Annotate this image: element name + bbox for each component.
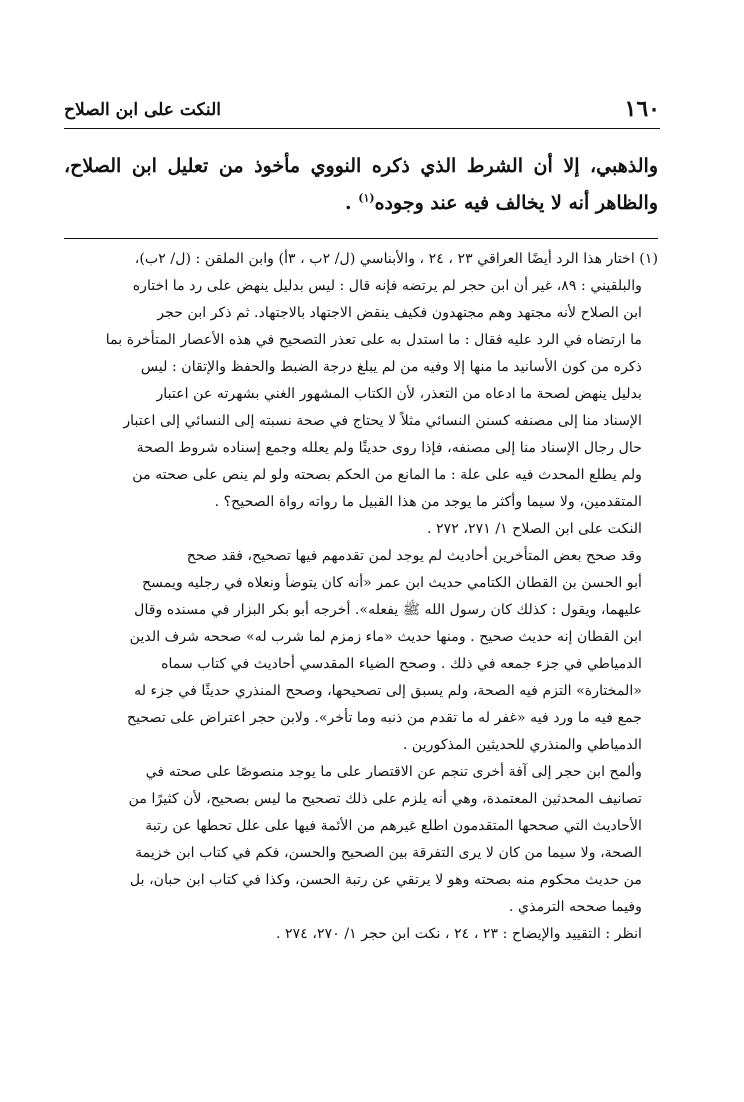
- footnote-line: حال رجال الإسناد منا إلى مصنفه، فإذا روى حديثًا ولم يعلله وجمع إسناده شروط الصحة: [136, 440, 642, 456]
- footnote-line: أبو الحسن بن القطان الكتامي حديث ابن عمر «أنه كان يتوضأ ونعلاه في رجليه ويمسح: [142, 575, 642, 591]
- footnote-line: والبلقيني : ٨٩، غير أن ابن حجر لم يرتضه فإنه قال : ليس بدليل ينهض على رد ما اختاره: [132, 278, 642, 294]
- footnote-line: الأحاديث التي صححها المتقدمون اطلع غيرهم من الأئمة فيها على علل تحطها عن رتبة: [145, 818, 642, 834]
- footnote-line: وفيما صححه الترمذي .: [509, 899, 642, 915]
- main-paragraph: [64, 148, 658, 222]
- footnote-line: الدمياطي في جزء جمعه في ذلك . وصحح الضياء المقدسي أحاديث في كتاب سماه: [161, 656, 642, 672]
- footnote-line: جمع فيه ما ورد فيه «غفر له ما تقدم من ذنبه وما تأخر». ولابن حجر اعتراض على تصحيح: [126, 710, 642, 726]
- main-text: [64, 148, 658, 222]
- footnote-line: الدمياطي والمنذري للحديثين المذكورين .: [402, 737, 642, 753]
- footnote-line: ما ارتضاه في الرد عليه فقال : ما استدل به على تعذر التصحيح في هذه الأعصار المتأخرة بما: [105, 332, 642, 348]
- footnote-divider: [64, 238, 658, 239]
- footnote-line: من حديث محكوم منه بصحته وهو لا يرتقي عن رتبة الحسن، وكذا في كتاب ابن حبان، بل: [129, 872, 642, 888]
- running-title: النكت على ابن الصلاح: [64, 100, 221, 120]
- footnote-line: [64, 246, 658, 273]
- footnote-reference[interactable]: (١): [358, 191, 375, 205]
- footnote-line: وألمح ابن حجر إلى آفة أخرى تنجم عن الاقتصار على ما يوجد منصوصًا على صحته في: [145, 764, 642, 780]
- footnote-line: عليهما، ويقول : كذلك كان رسول الله ﷺ يفعله». أخرجه أبو بكر البزار في مسنده وقال: [134, 602, 642, 618]
- footnote-line: المتقدمين، ولا سيما وأكثر ما يوجد من هذا القبيل ما رواته رواة الصحيح؟ .: [214, 494, 642, 510]
- main-paragraph-end: .: [345, 192, 359, 214]
- main-paragraph-text: والذهبي، إلا أن الشرط الذي ذكره النووي مأخوذ من تعليل ابن الصلاح، والظاهر أنه لا يخالف فيه عند وجوده: [64, 155, 658, 214]
- footnotes: [64, 246, 658, 948]
- footnote-line: النكت على ابن الصلاح ١/ ٢٧١، ٢٧٢ .: [426, 521, 642, 537]
- footnote-line: الصحة، ولا سيما من كان لا يرى التفرقة بين الصحيح والحسن، فكم في كتاب ابن خزيمة: [135, 845, 642, 861]
- footnote-line: وقد صحح بعض المتأخرين أحاديث لم يوجد لمن تقدمهم فيها تصحيح، فقد صحح: [186, 548, 642, 564]
- footnote-line: ابن القطان إنه حديث صحيح . ومنها حديث «ماء زمزم لما شرب له» صححه شرف الدين: [129, 629, 642, 645]
- footnote-marker: (١): [639, 251, 658, 267]
- footnote-line: ابن الصلاح لأنه مجتهد وهم مجتهدون فكيف ينقض الاجتهاد بالاجتهاد. ثم ذكر ابن حجر: [157, 305, 642, 321]
- footnote-line: ولم يطلع المحدث فيه على علة : ما المانع من الحكم بصحته ولو لم ينص على صحته من: [132, 467, 642, 483]
- page-number: ١٦٠: [624, 96, 660, 122]
- footnote-line: انظر : التقييد والإيضاح : ٢٣ ، ٢٤ ، نكت ابن حجر ١/ ٢٧٠، ٢٧٤ .: [275, 926, 642, 942]
- footnote-line: بدليل ينهض لصحة ما ادعاه من التعذر، لأن الكتاب المشهور الغني بشهرته عن اعتبار: [156, 386, 642, 402]
- footnote-line: «المختارة» التزم فيه الصحة، ولم يسبق إلى تصحيحها، وصحح المنذري حديثًا في جزء له: [134, 683, 642, 699]
- footnote-line-text: اختار هذا الرد أيضًا العراقي ٢٣ ، ٢٤ ، والأبناسي (ل/ ٢ب ، ٣أ) وابن الملقن : (ل/ ٢ب)،: [134, 251, 635, 267]
- footnote-line: ذكره من كون الأسانيد ما منها إلا وفيه من لم يبلغ درجة الضبط والحفظ والإتقان : ليس: [140, 359, 642, 375]
- page-header: [64, 94, 660, 129]
- footnote-line: الإسناد منا إلى مصنفه كسنن النسائي مثلاً لا يحتاج في صحة نسبته إلى النسائي إلى اعتبار: [123, 413, 642, 429]
- footnote-line: تصانيف المحدثين المعتمدة، وهي أنه يلزم على ذلك تصحيح ما ليس بصحيح، لأن كثيرًا من: [128, 791, 642, 807]
